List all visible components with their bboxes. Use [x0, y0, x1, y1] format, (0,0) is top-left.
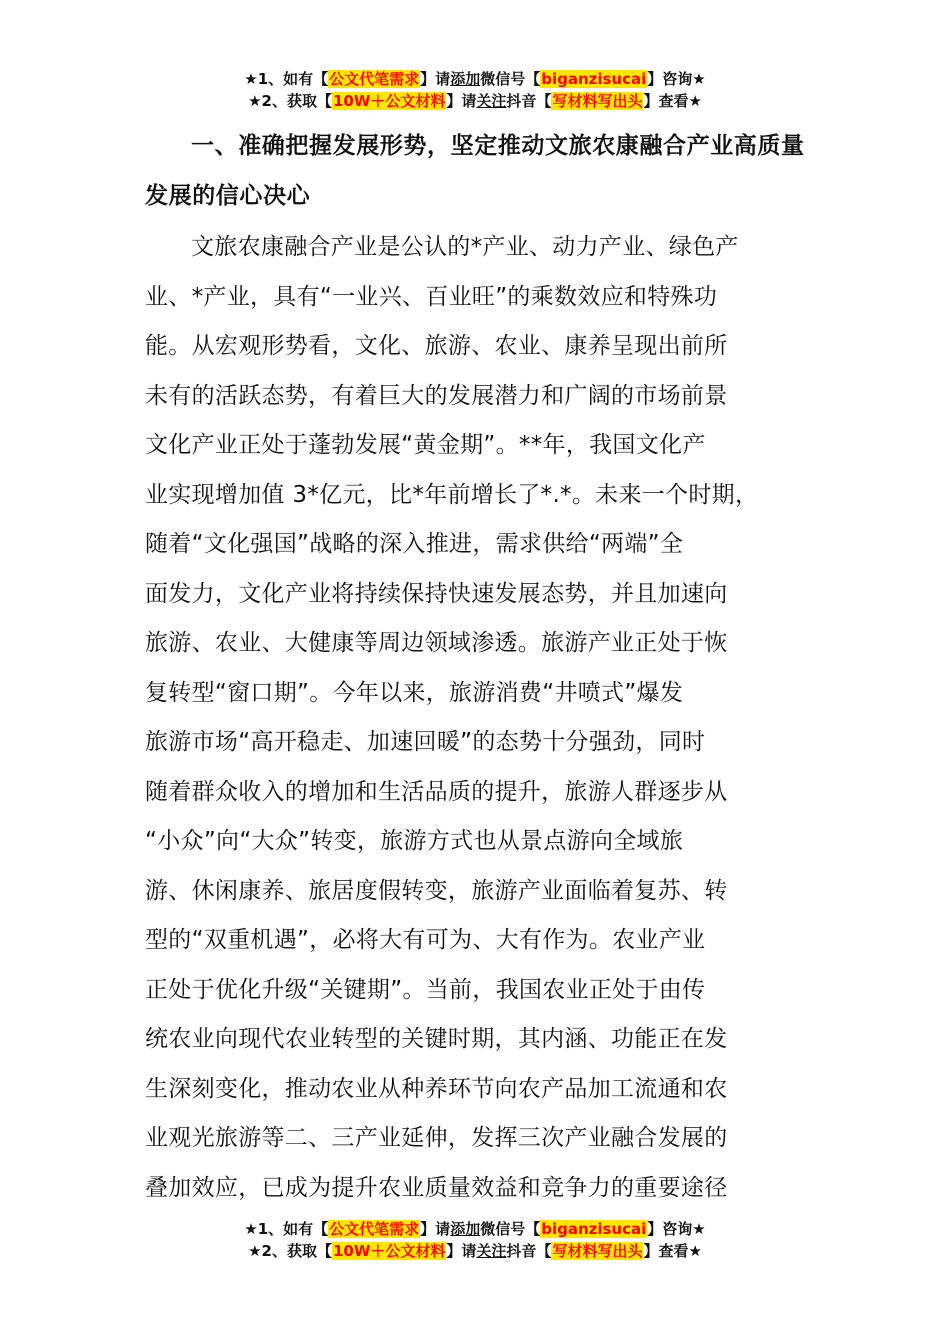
paragraph-line: 生深刻变化，推动农业从种养环节向农产品加工流通和农 [145, 1075, 728, 1102]
highlight-douyin-account: 写材料写出头 [552, 1242, 643, 1260]
paragraph-line: 面发力，文化产业将持续保持快速发展态势，并且加速向 [145, 580, 728, 607]
paragraph-line: 业、*产业，具有“一业兴、百业旺”的乘数效应和特殊功 [145, 283, 718, 310]
promo-line-2: ★2、获取【10W＋公文材料】请关注抖音【写材料写出头】查看★ [248, 1242, 702, 1260]
highlight-service: 公文代笔需求 [329, 70, 420, 88]
paragraph-line: 旅游市场“高开稳走、加速回暖”的态势十分强劲，同时 [145, 729, 706, 755]
promo-line-1: ★1、如有【公文代笔需求】请添加微信号【biganzisucai】咨询★ [244, 70, 706, 88]
promo-line-2: ★2、获取【10W＋公文材料】请关注抖音【写材料写出头】查看★ [248, 92, 702, 110]
paragraph-line: 文化产业正处于蓬勃发展“黄金期”。**年，我国文化产 [145, 432, 706, 458]
paragraph-line: 叠加效应，已成为提升农业质量效益和竞争力的重要途径 [145, 1174, 728, 1201]
highlight-materials: 10W＋公文材料 [332, 1242, 446, 1260]
top-promo-banner [0, 68, 950, 112]
paragraph-line: 随着群众收入的增加和生活品质的提升，旅游人群逐步从 [145, 778, 728, 805]
promo-line-1: ★1、如有【公文代笔需求】请添加微信号【biganzisucai】咨询★ [244, 1220, 706, 1238]
paragraph-line: 统农业向现代农业转型的关键时期，其内涵、功能正在发 [145, 1026, 728, 1052]
paragraph-line: 型的“双重机遇”，必将大有可为、大有作为。农业产业 [145, 927, 706, 953]
paragraph-line: 正处于优化升级“关键期”。当前，我国农业正处于由传 [145, 976, 706, 1003]
highlight-wechat-id: biganzisucai [541, 70, 647, 88]
paragraph-line: “小众”向“大众”转变，旅游方式也从景点游向全域旅 [145, 828, 684, 854]
paragraph-line: 旅游、农业、大健康等周边领域渗透。旅游产业正处于恢 [145, 630, 728, 656]
section-heading: 一、准确把握发展形势，坚定推动文旅农康融合产业高质量发展的信心决心 [145, 133, 805, 209]
paragraph-line: 未有的活跃态势，有着巨大的发展潜力和广阔的市场前景 [145, 382, 728, 409]
paragraph-line: 随着“文化强国”战略的深入推进，需求供给“两端”全 [145, 531, 684, 557]
paragraph-line: 业实现增加值 3*亿元，比*年前增长了*.*。未来一个时期， [145, 481, 759, 508]
paragraph-line: 能。从宏观形势看，文化、旅游、农业、康养呈现出前所 [145, 333, 728, 359]
paragraph-line: 业观光旅游等二、三产业延伸，发挥三次产业融合发展的 [145, 1125, 728, 1151]
paragraph-line: 游、休闲康养、旅居度假转变，旅游产业面临着复苏、转 [145, 877, 728, 904]
body-paragraph [145, 223, 835, 1213]
highlight-materials: 10W＋公文材料 [332, 92, 446, 110]
highlight-wechat-id: biganzisucai [541, 1220, 647, 1238]
paragraph-line: 复转型“窗口期”。今年以来，旅游消费“井喷式”爆发 [145, 679, 684, 706]
paragraph-line: 文旅农康融合产业是公认的*产业、动力产业、绿色产 [191, 234, 739, 260]
bottom-promo-banner [0, 1218, 950, 1262]
highlight-douyin-account: 写材料写出头 [552, 92, 643, 110]
highlight-service: 公文代笔需求 [329, 1220, 420, 1238]
